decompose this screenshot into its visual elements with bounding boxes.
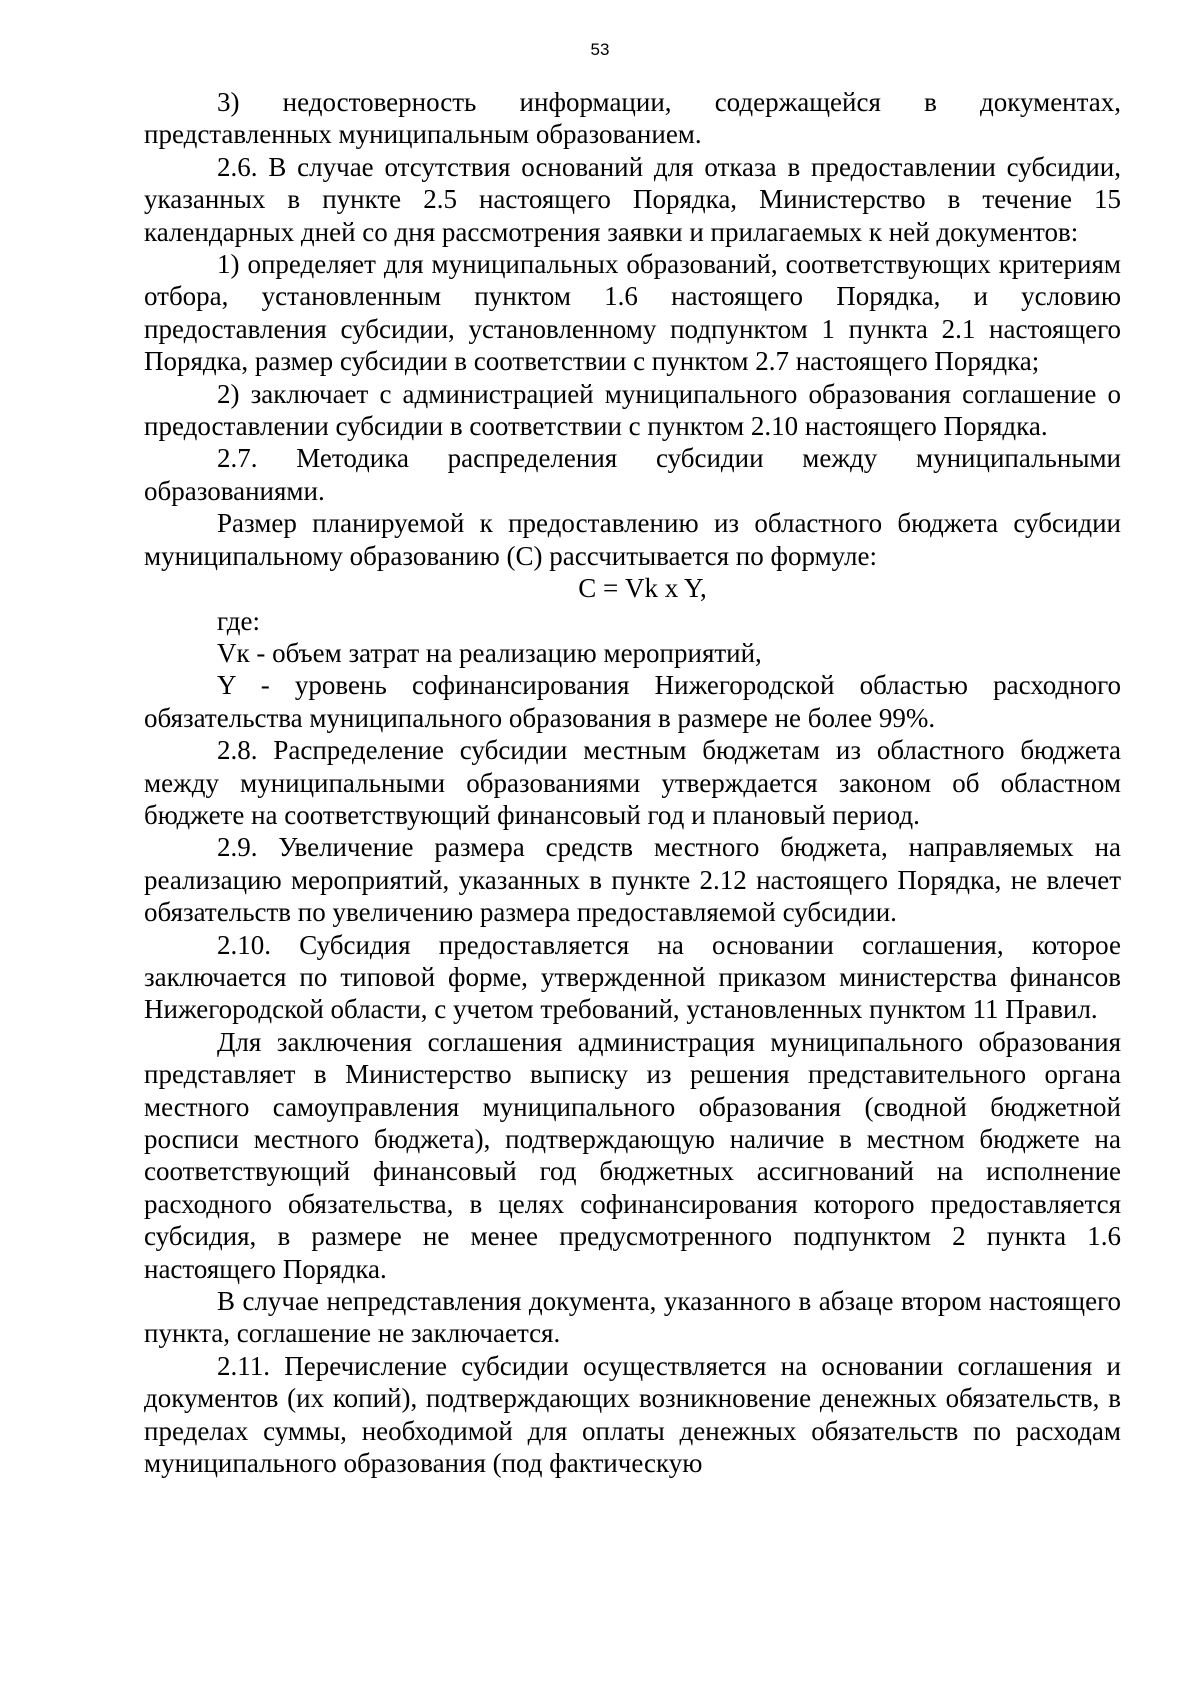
paragraph-where: где: (217, 605, 260, 636)
definition-y: Y - уровень софинансирования Нижегородской областью расходного обязательства муниципального образования в размере не более 99%. (144, 670, 1121, 733)
definition-vk: Vк - объем затрат на реализацию мероприятий, (217, 637, 762, 668)
paragraph-2-11: 2.11. Перечисление субсидии осуществляется на основании соглашения и документов (их копий), подтверждающих возникновение денежных обязательств, в пределах суммы, необходимой для оплаты денежных обязательств по расходам муниципального образования (под фактическую (144, 1350, 1121, 1479)
paragraph-subsidy-size: Размер планируемой к предоставлению из областного бюджета субсидии муниципальному образованию (С) рассчитывается по формуле: (144, 508, 1121, 571)
document-body (144, 86, 1121, 1479)
paragraph-item-2: 2) заключает с администрацией муниципального образования соглашение о предоставлении субсидии в соответствии с пунктом 2.10 настоящего Порядка. (144, 378, 1121, 442)
paragraph-2-10: 2.10. Субсидия предоставляется на основании соглашения, которое заключается по типовой форме, утвержденной приказом министерства финансов Нижегородской области, с учетом требований, установленных пунктом 11 Правил. (144, 929, 1121, 1025)
paragraph-2-6: 2.6. В случае отсутствия оснований для отказа в предоставлении субсидии, указанных в пункте 2.5 настоящего Порядка, Министерство в течение 15 календарных дней со дня рассмотрения заявки и прилагаемых к ней документов: (144, 151, 1121, 247)
paragraph-non-submission: В случае непредставления документа, указанного в абзаце втором настоящего пункта, соглашение не заключается. (144, 1286, 1121, 1349)
paragraph-2-8: 2.8. Распределение субсидии местным бюджетам из областного бюджета между муниципальными образованиями утверждается законом об областном бюджете на соответствующий финансовый год и плановый период. (144, 735, 1121, 830)
paragraph-agreement-conclusion: Для заключения соглашения администрация муниципального образования представляет в Министерство выписку из решения представительного органа местного самоуправления муниципального образования (сводной бюджетной росписи местного бюджета), подтверждающую наличие в местном бюджете на соответствующий финансовый год бюджетных ассигнований на исполнение расходного обязательства, в целях софинансирования которого предоставляется субсидия, в размере не менее предусмотренного подпунктом 2 пункта 1.6 настоящего Порядка. (144, 1026, 1121, 1284)
paragraph-2-9: 2.9. Увеличение размера средств местного бюджета, направляемых на реализацию мероприятий, указанных в пункте 2.12 настоящего Порядка, не влечет обязательств по увеличению размера предоставляемой субсидии. (144, 832, 1121, 928)
formula: С = Vk x Y, (578, 573, 707, 604)
paragraph-2-7: 2.7. Методика распределения субсидии между муниципальными образованиями. (144, 443, 1121, 506)
page-number: 53 (590, 40, 610, 59)
paragraph-item-3: 3) недостоверность информации, содержащейся в документах, представленных муниципальным образованием. (144, 87, 1121, 150)
paragraph-item-1: 1) определяет для муниципальных образований, соответствующих критериям отбора, установленным пунктом 1.6 настоящего Порядка, и условию предоставления субсидии, установленному подпунктом 1 пункта 2.1 настоящего Порядка, размер субсидии в соответствии с пунктом 2.7 настоящего Порядка; (144, 249, 1121, 377)
